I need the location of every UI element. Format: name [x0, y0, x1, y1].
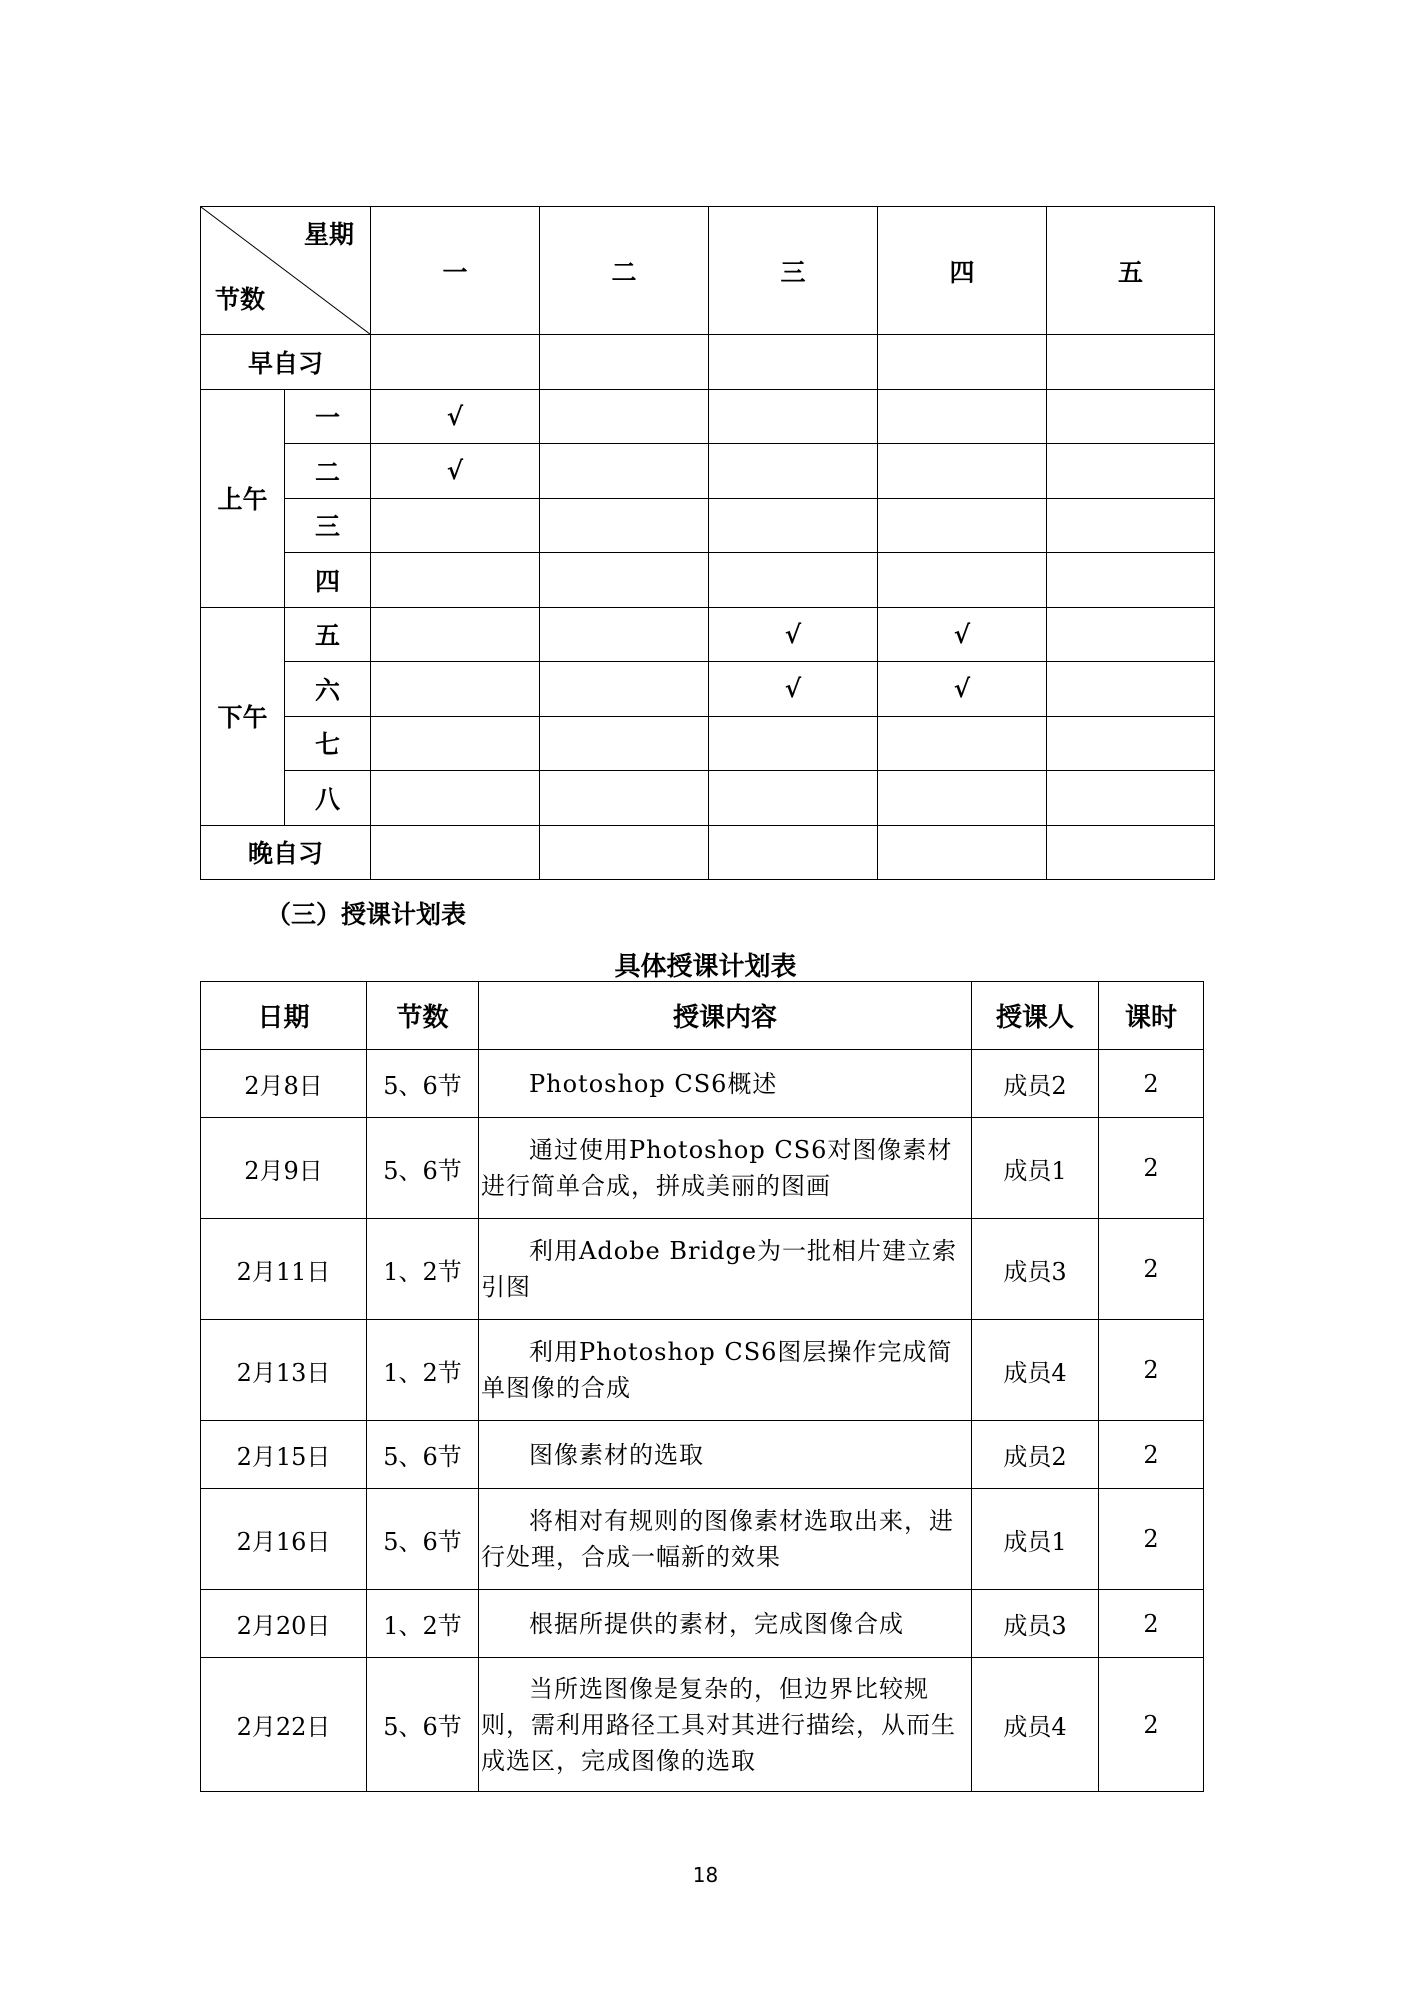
period-label: 三 [285, 498, 371, 552]
cell-date: 2月22日 [201, 1658, 367, 1792]
cell-teacher: 成员1 [972, 1118, 1099, 1219]
table-row [201, 1320, 1204, 1421]
cell-content: 根据所提供的素材，完成图像合成 [479, 1590, 972, 1658]
cell-hours: 2 [1099, 1658, 1204, 1792]
schedule-cell [1047, 498, 1215, 552]
schedule-cell [371, 553, 540, 607]
cell-date: 2月9日 [201, 1118, 367, 1219]
cell-content: 利用Photoshop CS6图层操作完成简单图像的合成 [479, 1320, 972, 1421]
schedule-cell [540, 498, 709, 552]
schedule-cell [1047, 825, 1215, 880]
cell-date: 2月20日 [201, 1590, 367, 1658]
table-row [201, 1219, 1204, 1320]
schedule-row-period-1 [201, 389, 1215, 443]
plan-header-row [201, 982, 1204, 1050]
schedule-cell [540, 444, 709, 498]
morning-study-label: 早自习 [201, 335, 371, 389]
cell-teacher: 成员1 [972, 1489, 1099, 1590]
schedule-cell [878, 389, 1047, 443]
table-row [201, 1118, 1204, 1219]
weekday-fri: 五 [1047, 207, 1215, 335]
schedule-row-morning-study [201, 335, 1215, 389]
schedule-cell [1047, 771, 1215, 825]
schedule-cell [371, 771, 540, 825]
period-label: 二 [285, 444, 371, 498]
weekday-thu: 四 [878, 207, 1047, 335]
schedule-cell [878, 825, 1047, 880]
table-row [201, 1658, 1204, 1792]
schedule-cell [1047, 607, 1215, 661]
cell-content: 当所选图像是复杂的，但边界比较规则，需利用路径工具对其进行描绘，从而生成选区，完成图像的选取 [479, 1658, 972, 1792]
check-mark: √ [371, 389, 540, 443]
schedule-cell [1047, 716, 1215, 770]
schedule-cell [1047, 444, 1215, 498]
check-mark: √ [709, 607, 878, 661]
section-title: （三）授课计划表 [266, 900, 467, 929]
cell-periods: 1、2节 [367, 1590, 479, 1658]
cell-date: 2月11日 [201, 1219, 367, 1320]
morning-label: 上午 [201, 389, 285, 607]
check-mark: √ [371, 444, 540, 498]
period-axis-label: 节数 [215, 285, 266, 315]
schedule-cell [1047, 553, 1215, 607]
schedule-row-period-4 [201, 553, 1215, 607]
schedule-cell [371, 716, 540, 770]
cell-periods: 5、6节 [367, 1050, 479, 1118]
schedule-cell [709, 389, 878, 443]
schedule-cell [709, 444, 878, 498]
table-row [201, 1050, 1204, 1118]
cell-content: 将相对有规则的图像素材选取出来，进行处理，合成一幅新的效果 [479, 1489, 972, 1590]
cell-teacher: 成员2 [972, 1050, 1099, 1118]
cell-hours: 2 [1099, 1118, 1204, 1219]
schedule-row-period-5 [201, 607, 1215, 661]
cell-teacher: 成员4 [972, 1658, 1099, 1792]
period-label: 五 [285, 607, 371, 661]
weekday-wed: 三 [709, 207, 878, 335]
cell-periods: 1、2节 [367, 1320, 479, 1421]
schedule-cell [540, 771, 709, 825]
schedule-cell [1047, 662, 1215, 716]
schedule-cell [540, 662, 709, 716]
schedule-cell [709, 825, 878, 880]
evening-study-label: 晚自习 [201, 825, 371, 880]
cell-date: 2月15日 [201, 1421, 367, 1489]
cell-date: 2月8日 [201, 1050, 367, 1118]
schedule-cell [709, 335, 878, 389]
cell-teacher: 成员3 [972, 1219, 1099, 1320]
cell-content: 通过使用Photoshop CS6对图像素材进行简单合成，拼成美丽的图画 [479, 1118, 972, 1219]
schedule-cell [878, 716, 1047, 770]
schedule-cell [878, 444, 1047, 498]
schedule-cell [709, 771, 878, 825]
page-number: 18 [692, 1863, 719, 1887]
check-mark: √ [878, 662, 1047, 716]
col-header-periods: 节数 [367, 982, 479, 1050]
schedule-row-period-7 [201, 716, 1215, 770]
cell-periods: 5、6节 [367, 1421, 479, 1489]
cell-hours: 2 [1099, 1320, 1204, 1421]
schedule-cell [878, 335, 1047, 389]
period-label: 八 [285, 771, 371, 825]
cell-teacher: 成员2 [972, 1421, 1099, 1489]
schedule-cell [540, 553, 709, 607]
cell-content: 利用Adobe Bridge为一批相片建立索引图 [479, 1219, 972, 1320]
weekday-mon: 一 [371, 207, 540, 335]
schedule-cell [540, 607, 709, 661]
schedule-cell [371, 825, 540, 880]
schedule-row-evening-study [201, 825, 1215, 880]
cell-date: 2月13日 [201, 1320, 367, 1421]
schedule-cell [1047, 335, 1215, 389]
afternoon-label: 下午 [201, 607, 285, 825]
cell-hours: 2 [1099, 1489, 1204, 1590]
schedule-cell [709, 716, 878, 770]
table-row [201, 1489, 1204, 1590]
table-row [201, 1590, 1204, 1658]
col-header-date: 日期 [201, 982, 367, 1050]
cell-teacher: 成员3 [972, 1590, 1099, 1658]
period-label: 七 [285, 716, 371, 770]
cell-periods: 5、6节 [367, 1118, 479, 1219]
col-header-content: 授课内容 [479, 982, 972, 1050]
schedule-row-period-8 [201, 771, 1215, 825]
cell-hours: 2 [1099, 1590, 1204, 1658]
schedule-cell [878, 498, 1047, 552]
schedule-cell [540, 825, 709, 880]
period-label: 六 [285, 662, 371, 716]
weekday-axis-label: 星期 [303, 220, 354, 249]
period-label: 一 [285, 389, 371, 443]
cell-periods: 1、2节 [367, 1219, 479, 1320]
cell-periods: 5、6节 [367, 1658, 479, 1792]
diagonal-header-cell [201, 207, 371, 335]
schedule-cell [371, 607, 540, 661]
schedule-cell [1047, 389, 1215, 443]
cell-hours: 2 [1099, 1421, 1204, 1489]
cell-content: Photoshop CS6概述 [479, 1050, 972, 1118]
table-row [201, 1421, 1204, 1489]
cell-periods: 5、6节 [367, 1489, 479, 1590]
schedule-cell [540, 389, 709, 443]
schedule-cell [878, 553, 1047, 607]
weekday-tue: 二 [540, 207, 709, 335]
col-header-teacher: 授课人 [972, 982, 1099, 1050]
teaching-plan-table [200, 981, 1204, 1792]
schedule-cell [709, 553, 878, 607]
schedule-cell [709, 498, 878, 552]
schedule-row-period-3 [201, 498, 1215, 552]
cell-date: 2月16日 [201, 1489, 367, 1590]
cell-content: 图像素材的选取 [479, 1421, 972, 1489]
cell-hours: 2 [1099, 1050, 1204, 1118]
schedule-row-period-2 [201, 444, 1215, 498]
col-header-hours: 课时 [1099, 982, 1204, 1050]
cell-hours: 2 [1099, 1219, 1204, 1320]
check-mark: √ [878, 607, 1047, 661]
check-mark: √ [709, 662, 878, 716]
schedule-cell [371, 335, 540, 389]
schedule-cell [371, 662, 540, 716]
schedule-cell [540, 335, 709, 389]
period-label: 四 [285, 553, 371, 607]
schedule-header-row [201, 207, 1215, 335]
weekly-schedule-table [200, 206, 1215, 880]
schedule-cell [371, 498, 540, 552]
schedule-row-period-6 [201, 662, 1215, 716]
cell-teacher: 成员4 [972, 1320, 1099, 1421]
schedule-cell [878, 771, 1047, 825]
schedule-cell [540, 716, 709, 770]
plan-table-caption: 具体授课计划表 [614, 952, 797, 982]
